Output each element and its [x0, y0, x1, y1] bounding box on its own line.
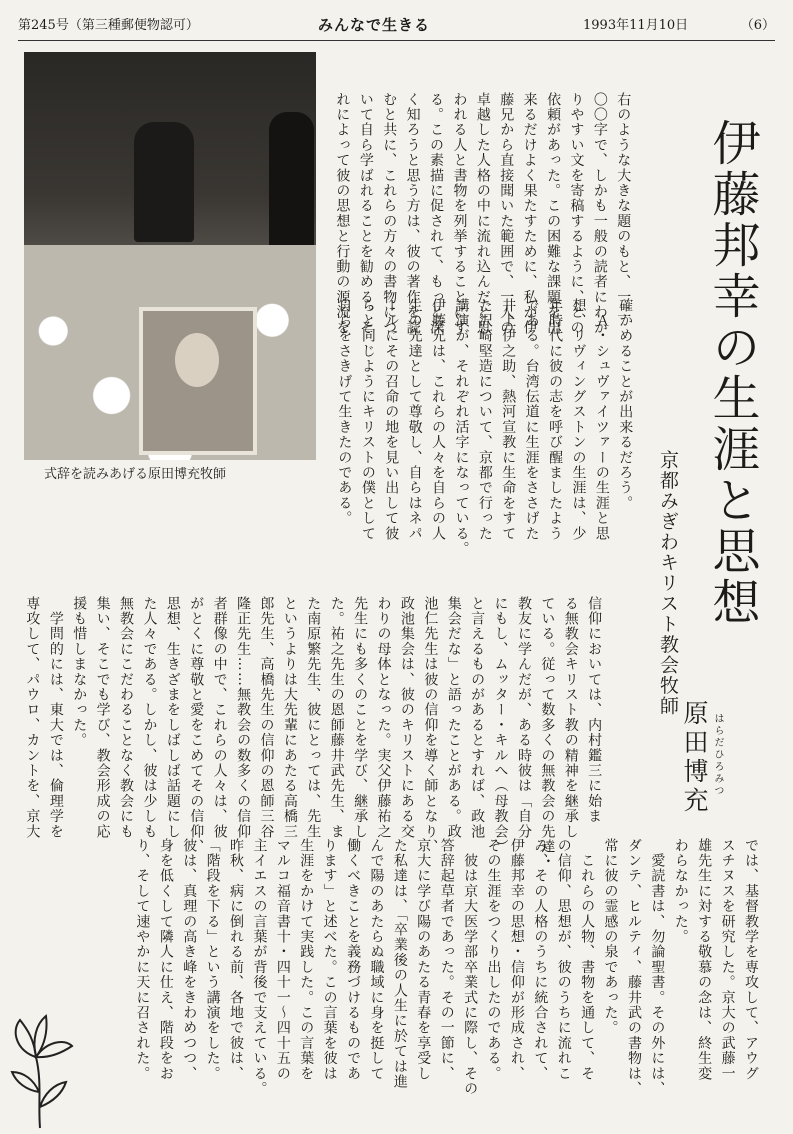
attendant-figure — [269, 112, 314, 252]
body-column-top-a: 右のような大きな題のもと、一二 〇〇字で、しかも一般の読者にわか りやすい文を寄稿するように、との 依頼があった。この困難な課題を出 来るだけよく果たすために、私が伊 藤兄から直接聞いた範囲で、一人の 卓越した人格の中に流れ込んだと思 われる人と書物を列挙することにす る。この素描に促されて、もっと深 く知ろうと思う方は、彼の著作を読 むと共に、これらの方々の書物につ いて自ら学ばれることを勧める。そ れによって彼の思想と行動の源流を — [334, 92, 632, 336]
ceremony-photo — [24, 52, 316, 460]
body-column-bottom: では、基督教学を専攻して、アウグ スチヌスを研究した。京大の武藤一 雄先生に対する敬慕の念は、終生変 わらなかった。 愛読書は、勿論聖書。その外には、 ダンテ、ヒルティ、藤井武の書物は、 常に彼の霊感の泉であった。 これらの人物、書物を通して、そ の信仰、思想が、彼のうちに流れこ み、その人格のうちに統合されて、 伊藤邦幸の思想・信仰が形成され、 その生涯をつくり出したのである。 彼は京大医学部卒業式に際し、その 答辞起草者であった。その一節に、 京大に学び陽のあたる青春を享受し た私達は、「卒業後の人生に於ては進 んで陽のあたらぬ職域に身を挺して 働くべきことを義務づけるものであ ります」と述べた。この言葉を彼は 生涯をかけて実践した。この言葉を マルコ福音書十・四十一〜四十五の 主イエスの言葉が背後で支えている。 昨秋、病に倒れる前、各地で彼は、 「階段を下る」という講演をした。 彼は、真理の高き峰をきわめつつ、 身を低くして隣人に仕え、階段をお り、そして速やかに天に召された。 — [134, 838, 759, 1097]
author-affiliation: 京都みぎわキリスト教会牧師 — [657, 450, 679, 717]
issue-number: 第245号（第三種郵便物認可） — [18, 18, 199, 33]
author-furigana: はらだひろみつ — [712, 713, 723, 797]
article-title: 伊藤邦幸の生涯と思想 — [704, 118, 760, 628]
speaker-figure — [134, 122, 194, 242]
author-name: 原田博充 — [680, 700, 709, 816]
lily-illustration — [6, 1012, 76, 1130]
page-header — [18, 8, 775, 38]
newspaper-title: みんなで生きる — [318, 16, 431, 34]
memorial-portrait — [139, 307, 257, 455]
header-rule — [18, 40, 775, 41]
photo-caption: 式辞を読みあげる原田博充牧師 — [44, 467, 227, 482]
body-column-top-b: 確かめることが出来るだろう。 Ａ・シュヴァイツァーの生涯と思 想、リヴィングストンの生涯は、少 年時代に彼の志を呼び醒ましたよう である。台湾伝道に生涯をささげた 井上伊之助、熱河宣教に生命をすて た沢崎堅造について、京都で行った 講演が、それぞれ活字になっている。 伊藤兄は、これらの人々を自らの人 生の先達として尊敬し、自らはネパ ールにその召命の地を見い出して彼 らと同じようにキリストの僕として 自らをさきげて生きたのである。 — [336, 298, 634, 557]
issue-date: 1993年11月10日 — [583, 18, 689, 33]
body-column-middle: 信仰においては、内村鑑三に始ま る無教会キリスト教の精神を継承し ている。従って数多くの無教会の先達・ 教友に学んだが、ある時彼は「自分 にもし、ムッター・キルへ（母教会） と言えるものがあるとすれば、政池 集会だな」と語ったことがある。政 池仁先生は彼の信仰を導く師となり、 政池集会は、彼のキリストにある交 わりの母体となった。実父伊藤祐之 先生にも多くのことを学び、継承し た。祐之先生の恩師藤井武先生、ま た南原繁先生、彼にとっては、先生 というよりは大先輩にあたる高橋三 郎先生、高橋先生の信仰の恩師三谷 隆正先生……無教会の数多くの信仰 者群像の中で、これらの人々は、彼 がとくに尊敬と愛をこめてその信仰、 思想、生きざまをしばしば話題にし た人々である。しかし、彼は少しも 無教会にこだわることなく教会にも 集い、そこでも学び、教会形成の応 援も惜しまなかった。 学問的には、東大では、倫理学を 専攻して、パウロ、カントを、京大 — [24, 596, 603, 870]
page-number: （6） — [740, 18, 775, 33]
